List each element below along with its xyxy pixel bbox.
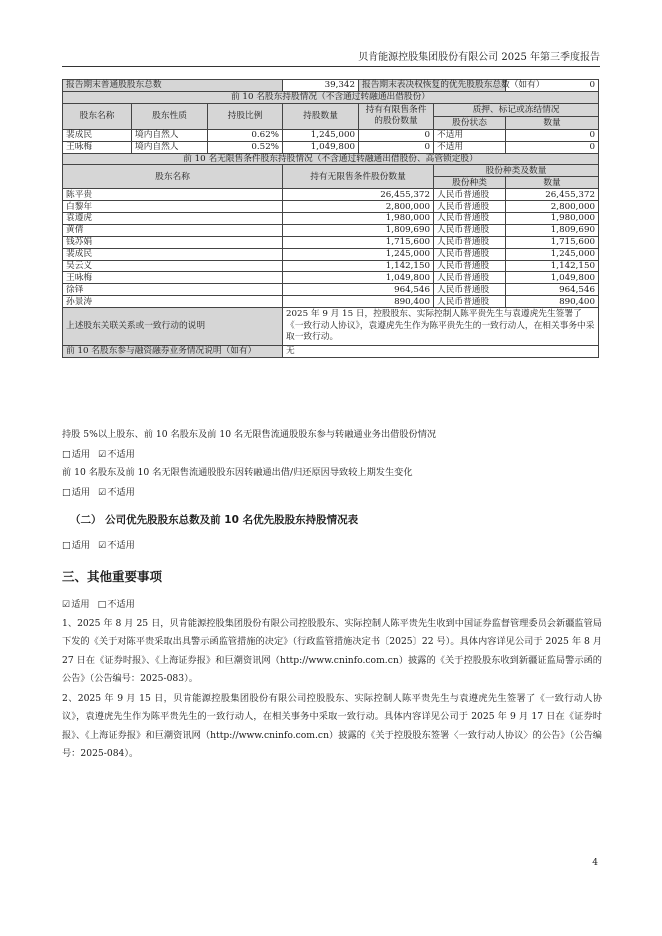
top10-header-row (63, 103, 599, 116)
unchecked-box-icon[interactable]: □ (62, 449, 71, 460)
pledge-status: 不适用 (434, 141, 506, 153)
col-share-type-group: 股份种类及数量 (434, 165, 599, 177)
share-type-qty: 1,980,000 (506, 213, 599, 225)
unrestricted-qty: 1,715,600 (283, 236, 434, 248)
option-applicable: 适用 (71, 599, 90, 610)
restricted-qty: 0 (359, 141, 434, 153)
share-type: 人民币普通股 (434, 284, 506, 296)
margin-row (63, 345, 599, 357)
share-type-qty: 1,715,600 (506, 236, 599, 248)
share-type: 人民币普通股 (434, 213, 506, 225)
unrestricted-qty: 964,546 (283, 284, 434, 296)
table-row (63, 129, 599, 141)
option-not-applicable: 不适用 (107, 449, 135, 460)
header-rule (62, 66, 600, 67)
page-header: 贝肯能源控股集团股份有限公司 2025 年第三季度报告 (358, 52, 600, 63)
share-type-qty: 2,800,000 (506, 201, 599, 213)
section-title: 三、其他重要事项 (62, 569, 163, 584)
holder-name: 王咏梅 (63, 272, 283, 284)
unrestricted-qty: 2,800,000 (283, 201, 434, 213)
unrestricted-header-row (63, 165, 599, 177)
table-row (63, 284, 599, 296)
col-share-type: 股份种类 (434, 177, 506, 189)
holder-name: 白黎年 (63, 201, 283, 213)
checkbox-group-3 (62, 537, 135, 551)
restricted-qty: 0 (359, 129, 434, 141)
checked-box-icon[interactable]: ☑ (62, 599, 71, 610)
share-type-qty: 1,809,690 (506, 224, 599, 236)
col-holding-qty: 持股数量 (283, 103, 359, 129)
holding-ratio: 0.62% (208, 129, 283, 141)
margin-label: 前 10 名股东参与融资融券业务情况说明（如有） (63, 345, 283, 357)
checked-box-icon[interactable]: ☑ (98, 540, 107, 551)
share-type: 人民币普通股 (434, 201, 506, 213)
table-row (63, 296, 599, 308)
table-row (63, 213, 599, 225)
table-row (63, 248, 599, 260)
holding-ratio: 0.52% (208, 141, 283, 153)
paragraph-2: 2、2025 年 9 月 15 日，贝肯能源控股集团股份有限公司控股股东、实际控制人陈平贵先生与袁遵虎先生签署了《一致行动人协议》，袁遵虎先生作为陈平贵先生的一致行动人，在相关事务中采取一致行动。具体内容详见公司于 2025 年 9 月 17 日在《证券时报》、《上海证券报》和巨潮资讯网（http://www.cninfo.com.cn）披露的《关于控股股东签署〈一致行动人协议〉的公告》（公告编号：2025-084）。 (62, 693, 602, 759)
holder-name: 黄倩 (63, 224, 283, 236)
holder-name: 袁遵虎 (63, 213, 283, 225)
share-type-qty: 26,455,372 (506, 189, 599, 201)
pledge-qty: 0 (506, 129, 599, 141)
table-row (63, 260, 599, 272)
share-type: 人民币普通股 (434, 224, 506, 236)
holder-name: 裴成民 (63, 129, 132, 141)
table-row (63, 141, 599, 153)
share-type-qty: 890,400 (506, 296, 599, 308)
col-pledge-group: 质押、标记或冻结情况 (434, 103, 599, 116)
total-holders-label: 报告期末普通股股东总数 (63, 80, 283, 92)
summary-row (63, 80, 599, 92)
col-holder-nature: 股东性质 (132, 103, 208, 129)
unrestricted-title: 前 10 名无限售条件股东持股情况（不含通过转融通出借股份、高管锁定股） (63, 153, 599, 165)
unchecked-box-icon[interactable]: □ (97, 599, 107, 610)
holder-nature: 境内自然人 (132, 141, 208, 153)
table-row (63, 201, 599, 213)
holder-name: 钱苏娟 (63, 236, 283, 248)
holder-name: 吴云义 (63, 260, 283, 272)
share-type-qty: 1,245,000 (506, 248, 599, 260)
pledge-qty: 0 (506, 141, 599, 153)
holder-name: 陈平贵 (63, 189, 283, 201)
holder-name: 王咏梅 (63, 141, 132, 153)
col-unrestricted-qty: 持有无限售条件股份数量 (283, 165, 434, 189)
col-unrestricted-name: 股东名称 (63, 165, 283, 189)
col-pledge-status: 股份状态 (434, 116, 506, 129)
table-row (63, 224, 599, 236)
unrestricted-qty: 1,049,800 (283, 272, 434, 284)
option-applicable: 适用 (71, 449, 91, 460)
checked-box-icon[interactable]: ☑ (98, 487, 107, 498)
unrestricted-qty: 1,809,690 (283, 224, 434, 236)
shareholder-table (62, 79, 599, 358)
col-share-type-qty: 数量 (506, 177, 599, 189)
pledge-status: 不适用 (434, 129, 506, 141)
option-not-applicable: 不适用 (107, 599, 135, 610)
table-row (63, 189, 599, 201)
col-pledge-qty: 数量 (506, 116, 599, 129)
option-not-applicable: 不适用 (107, 540, 135, 551)
holding-qty: 1,049,800 (283, 141, 359, 153)
col-holding-ratio: 持股比例 (208, 103, 283, 129)
share-type: 人民币普通股 (434, 296, 506, 308)
holder-name: 裴成民 (63, 248, 283, 260)
share-type: 人民币普通股 (434, 248, 506, 260)
total-holders-value: 39,342 (283, 80, 359, 92)
top10-title: 前 10 名股东持股情况（不含通过转融通出借股份） (63, 91, 599, 103)
option-not-applicable: 不适用 (107, 487, 135, 498)
share-type: 人民币普通股 (434, 260, 506, 272)
checkbox-group-4 (62, 596, 135, 610)
pref-holders-value: 0 (506, 80, 599, 92)
share-type-qty: 1,142,150 (506, 260, 599, 272)
relation-row (63, 308, 599, 346)
note-lending: 持股 5%以上股东、前 10 名股东及前 10 名无限售流通股股东参与转融通业务出借股份情况 (62, 429, 437, 440)
holder-name: 徐铎 (63, 284, 283, 296)
paragraph-1: 1、2025 年 8 月 25 日，贝肯能源控股集团股份有限公司控股股东、实际控制人陈平贵先生收到中国证券监督管理委员会新疆监管局下发的《关于对陈平贵采取出具警示函监管措施的决定》（行政监管措施决定书〔2025〕22 号）。具体内容详见公司于 2025 年 8 月 27 日在《证券时报》、《上海证券报》和巨潮资讯网（http://www.cninfo.com.cn）披露的《关于控股股东收到新疆证监局警示函的公告》（公告编号：2025-083）。 (62, 618, 602, 684)
unrestricted-qty: 1,142,150 (283, 260, 434, 272)
note-change: 前 10 名股东及前 10 名无限售流通股股东因转融通出借/归还原因导致较上期发生变化 (62, 467, 413, 478)
holder-nature: 境内自然人 (132, 129, 208, 141)
holding-qty: 1,245,000 (283, 129, 359, 141)
unchecked-box-icon[interactable]: □ (62, 540, 71, 551)
checked-box-icon[interactable]: ☑ (98, 449, 107, 460)
margin-text: 无 (283, 345, 599, 357)
holder-name: 孙景涛 (63, 296, 283, 308)
share-type: 人民币普通股 (434, 236, 506, 248)
table-row (63, 272, 599, 284)
page-number: 4 (592, 858, 598, 868)
unchecked-box-icon[interactable]: □ (62, 487, 71, 498)
table-row (63, 236, 599, 248)
option-applicable: 适用 (71, 487, 91, 498)
col-holder-name: 股东名称 (63, 103, 132, 129)
unrestricted-qty: 1,980,000 (283, 213, 434, 225)
share-type-qty: 964,546 (506, 284, 599, 296)
unrestricted-qty: 890,400 (283, 296, 434, 308)
subsection-title: （二） 公司优先股股东总数及前 10 名优先股股东持股情况表 (70, 514, 359, 526)
checkbox-group-2 (62, 484, 135, 498)
option-applicable: 适用 (71, 540, 91, 551)
relation-text: 2025 年 9 月 15 日，控股股东、实际控制人陈平贵先生与袁遵虎先生签署了《一致行动人协议》，袁遵虎先生作为陈平贵先生的一致行动人，在相关事务中采取一致行动。 (283, 308, 599, 346)
checkbox-group-1 (62, 446, 135, 460)
col-restricted-qty: 持有有限售条件的股份数量 (359, 103, 434, 129)
share-type-qty: 1,049,800 (506, 272, 599, 284)
unrestricted-qty: 1,245,000 (283, 248, 434, 260)
unrestricted-qty: 26,455,372 (283, 189, 434, 201)
share-type: 人民币普通股 (434, 272, 506, 284)
relation-label: 上述股东关联关系或一致行动的说明 (63, 308, 283, 346)
pref-holders-label: 报告期末表决权恢复的优先股股东总数（如有） (359, 80, 506, 92)
share-type: 人民币普通股 (434, 189, 506, 201)
